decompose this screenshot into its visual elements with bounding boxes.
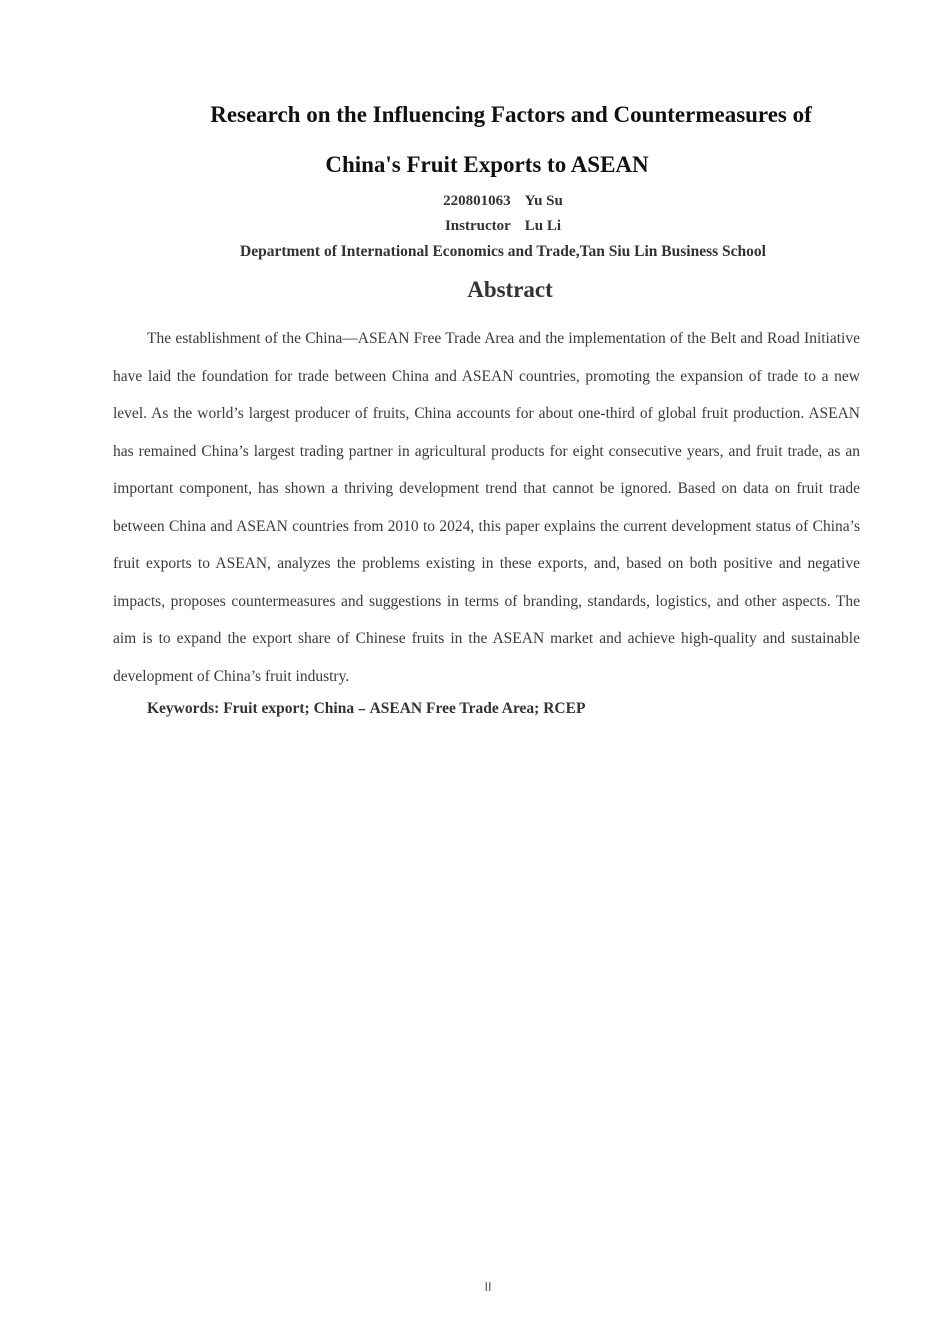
page-number: II	[484, 1280, 492, 1294]
instructor-label: Instructor	[444, 218, 511, 234]
instructor-line	[28, 218, 950, 235]
keywords-text: Fruit export; China﹣ASEAN Free Trade Area; RCEP	[223, 700, 586, 717]
abstract-heading: Abstract	[467, 277, 553, 302]
department-line: Department of International Economics and Trade,Tan Siu Lin Business School	[240, 243, 766, 260]
student-id: 220801063	[443, 193, 511, 209]
author-line	[28, 193, 950, 210]
keywords-line	[147, 696, 585, 718]
paper-title-line-2: China's Fruit Exports to ASEAN	[325, 152, 649, 177]
instructor-name: Lu Li	[524, 218, 562, 234]
abstract-text: The establishment of the China—ASEAN Free Trade Area and the implementation of the Belt and Road Initiative have laid the foundation for trade between China and ASEAN countries, promoting the expansion of trade to a new level. As the world’s largest producer of fruits, China accounts for about one-third of global fruit production. ASEAN has remained China’s largest trading partner in agricultural products for eight consecutive years, and fruit trade, as an important component, has shown a thriving development trend that cannot be ignored. Based on data on fruit trade between China and ASEAN countries from 2010 to 2024, this paper explains the current development status of China’s fruit exports to ASEAN, analyzes the problems existing in these exports, and, based on both positive and negative impacts, proposes countermeasures and suggestions in terms of branding, standards, logistics, and other aspects. The aim is to expand the export share of Chinese fruits in the ASEAN market and achieve high-quality and sustainable development of China’s fruit industry.	[113, 330, 860, 685]
author-name: Yu Su	[524, 193, 563, 209]
keywords-label: Keywords:	[147, 700, 220, 717]
paper-title-line-1: Research on the Influencing Factors and Countermeasures of	[210, 102, 812, 127]
